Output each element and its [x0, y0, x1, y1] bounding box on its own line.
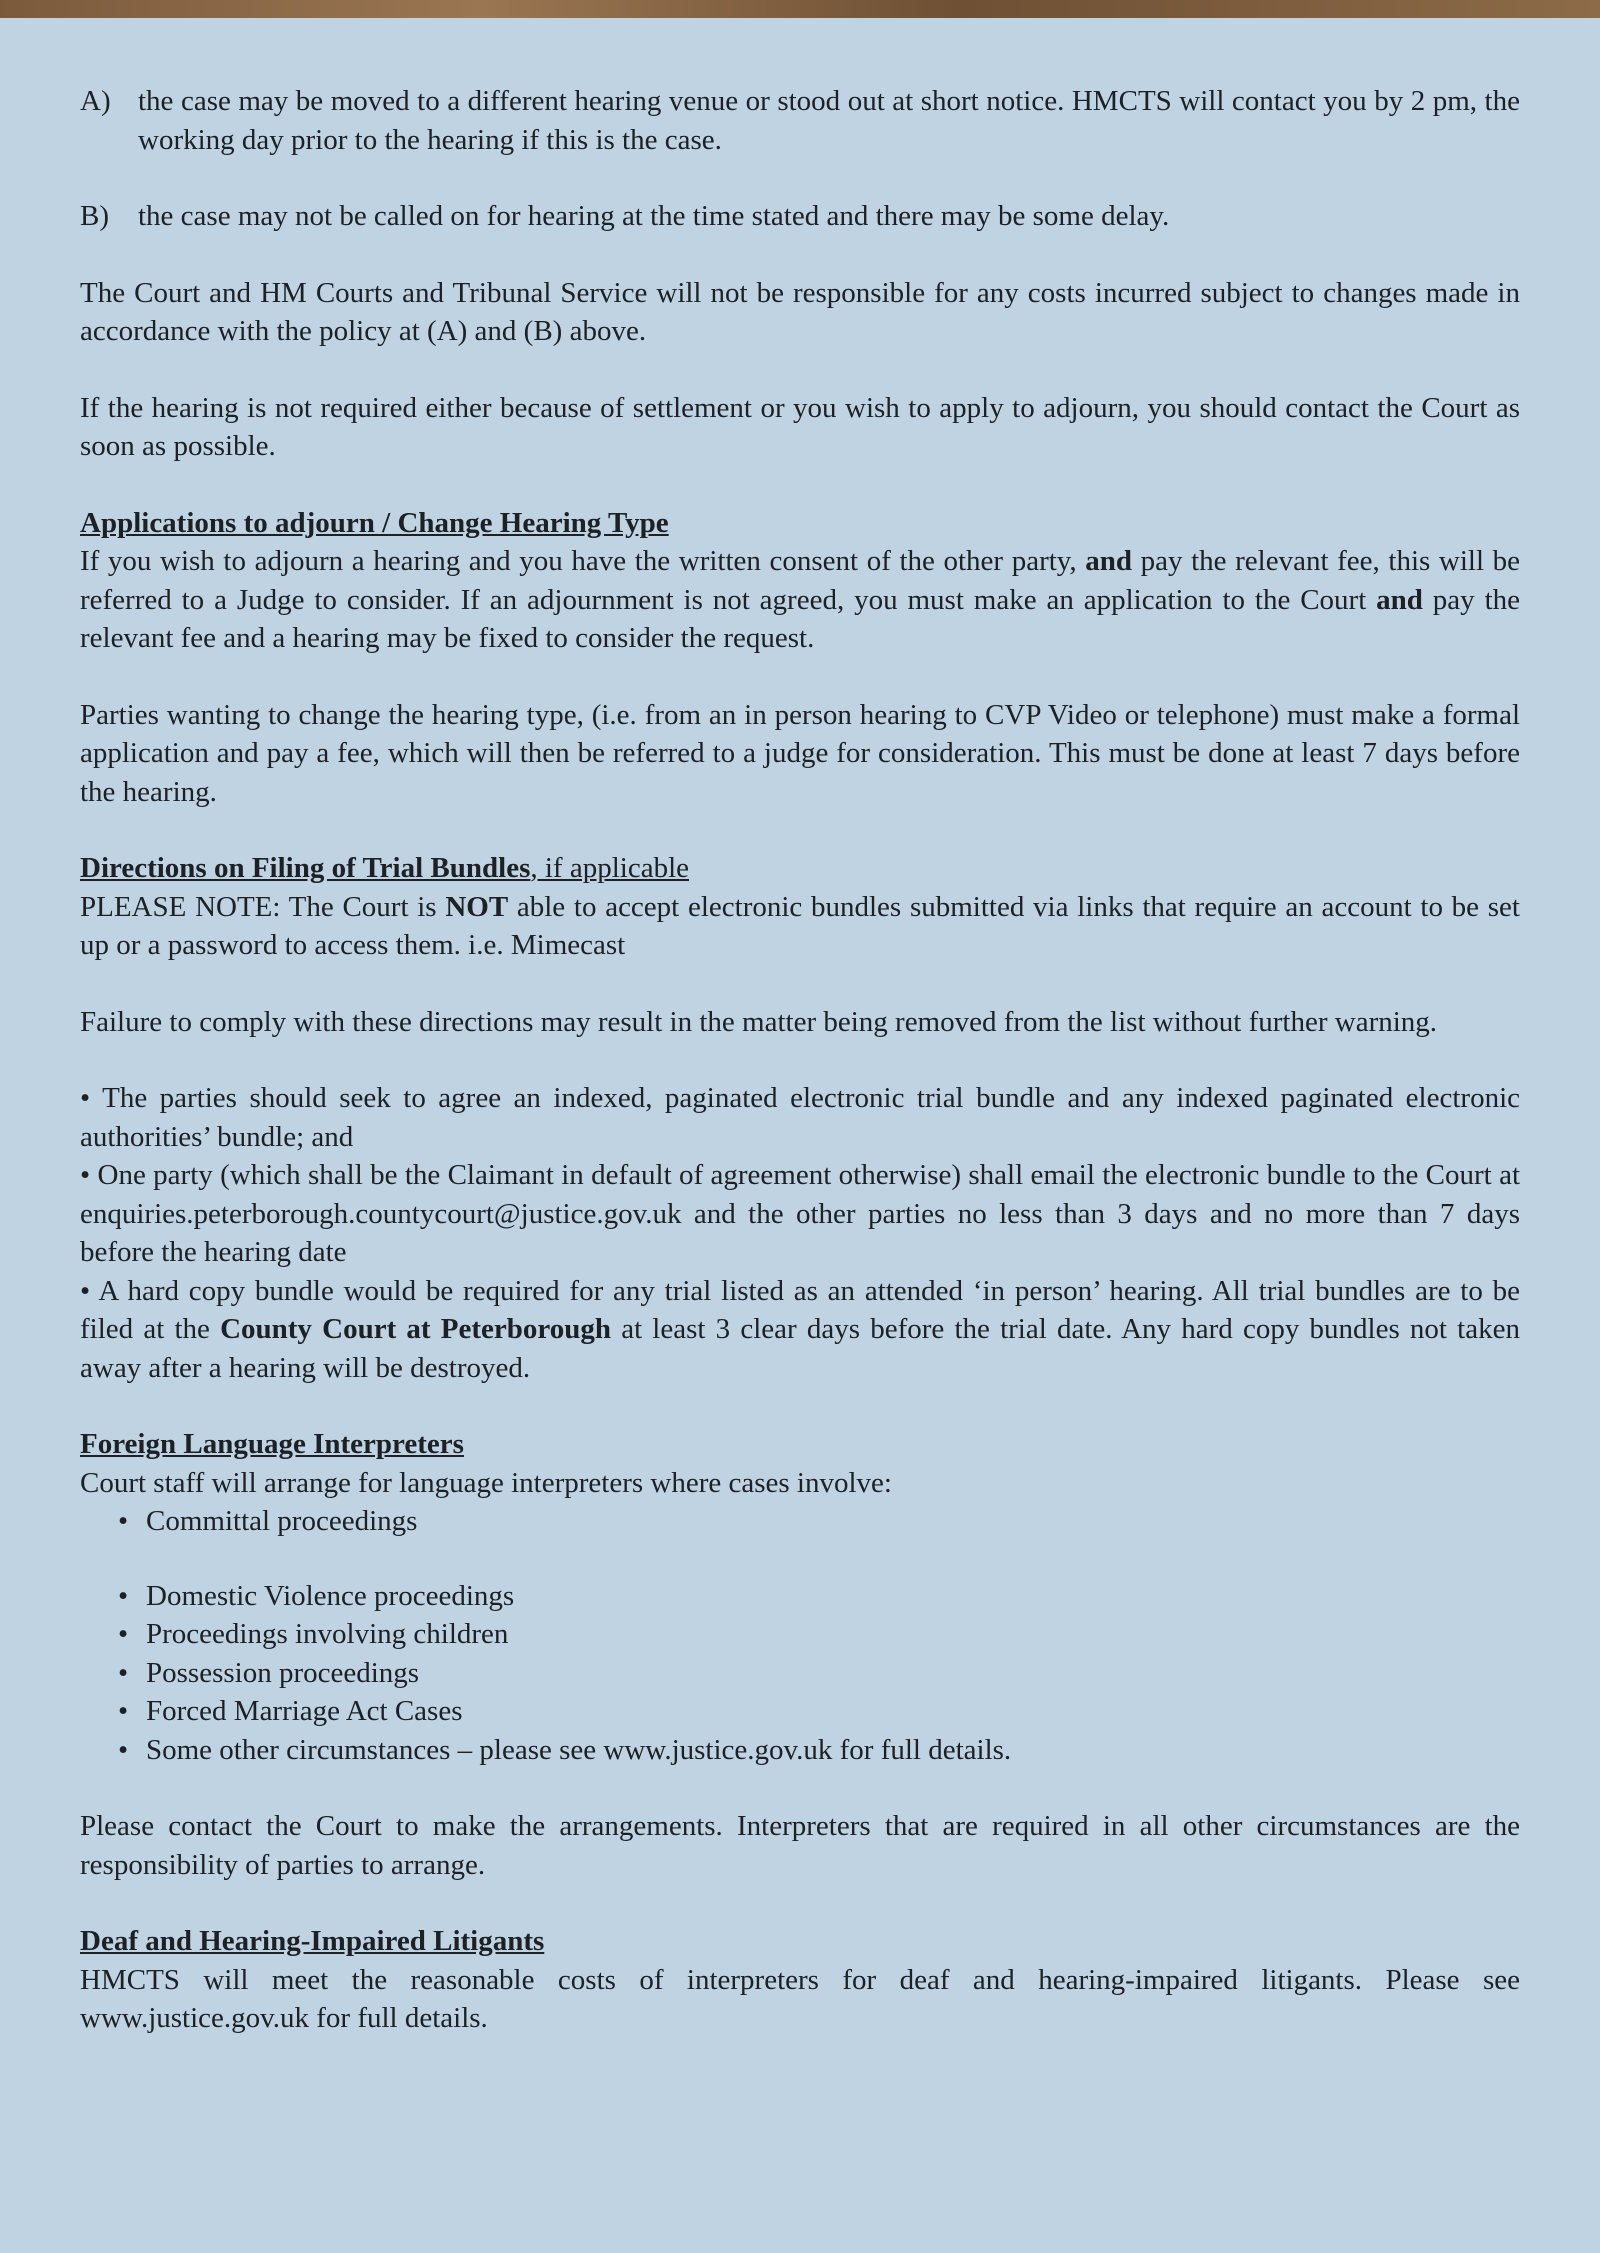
list-item: • Domestic Violence proceedings: [118, 1579, 515, 1612]
list-item: • Proceedings involving children: [118, 1618, 509, 1650]
bundles-note: PLEASE NOTE: The Court is NOT able to accept electronic bundles submitted via links that require an account to be set up or a password to access them. i.e. Mimecast: [80, 890, 1520, 961]
item-letter: B): [80, 200, 109, 232]
bundle-bullet-2: • One party (which shall be the Claimant in default of agreement otherwise) shall email the electronic bundle to the Court at enquiries.peterborough.countycourt@justice.gov.uk and the other parties no less than 3 days and no more than 7 days before the hearing date: [80, 1159, 1520, 1268]
interpreter-case-list: [80, 1502, 1520, 1541]
list-item: • Some other circumstances – please see www.justice.gov.uk for full details.: [118, 1733, 1012, 1766]
costs-paragraph: The Court and HM Courts and Tribunal Service will not be responsible for any costs incurred subject to changes made in accordance with the policy at (A) and (B) above.: [80, 276, 1520, 347]
deaf-paragraph: HMCTS will meet the reasonable costs of interpreters for deaf and hearing-impaired litigants. Please see www.justice.gov.uk for full details.: [80, 1963, 1520, 2034]
list-item: • Possession proceedings: [118, 1656, 420, 1689]
item-letter: A): [80, 85, 111, 117]
item-text: the case may be moved to a different hearing venue or stood out at short notice. HMCTS will contact you by 2 pm, the working day prior to the hearing if this is the case.: [138, 85, 1520, 156]
bundle-bullet-3: • A hard copy bundle would be required for any trial listed as an attended ‘in person’ hearing. All trial bundles are to be filed at the County Court at Peterborough at least 3 clear days before the trial date. Any hard copy bundles not taken away after a hearing will be destroyed.: [80, 1274, 1520, 1384]
deaf-heading: Deaf and Hearing-Impaired Litigants: [80, 1925, 545, 1957]
interpreters-intro: Court staff will arrange for language interpreters where cases involve:: [80, 1466, 892, 1499]
settlement-paragraph: If the hearing is not required either because of settlement or you wish to apply to adjourn, you should contact the Court as soon as possible.: [80, 391, 1520, 462]
document-page: [0, 18, 1600, 2253]
bundles-heading: Directions on Filing of Trial Bundles, if applicable: [80, 852, 689, 884]
failure-paragraph: Failure to comply with these directions may result in the matter being removed from the list without further warning.: [80, 1005, 1438, 1038]
interpreter-case-list-more: [80, 1577, 1520, 1770]
list-item: • Committal proceedings: [118, 1505, 418, 1537]
list-item: • Forced Marriage Act Cases: [118, 1695, 463, 1727]
interpreters-contact: Please contact the Court to make the arrangements. Interpreters that are required in all other circumstances are the responsibility of parties to arrange.: [80, 1810, 1520, 1881]
policy-item-b: [80, 197, 1520, 236]
adjourn-paragraph: If you wish to adjourn a hearing and you have the written consent of the other party, and pay the relevant fee, this will be referred to a Judge to consider. If an adjournment is not agreed, you must make an application to the Court and pay the relevant fee and a hearing may be fixed to consider the request.: [80, 545, 1520, 654]
policy-item-a: [80, 82, 1520, 159]
adjourn-heading: Applications to adjourn / Change Hearing Type: [80, 506, 669, 539]
bundle-bullet-1: • The parties should seek to agree an indexed, paginated electronic trial bundle and any indexed paginated electronic authorities’ bundle; and: [80, 1082, 1520, 1153]
item-text: the case may not be called on for hearing at the time stated and there may be some delay.: [138, 200, 1170, 232]
hearing-type-paragraph: Parties wanting to change the hearing type, (i.e. from an in person hearing to CVP Video or telephone) must make a formal application and pay a fee, which will then be referred to a judge for consideration. This must be done at least 7 days before the hearing.: [80, 698, 1520, 808]
interpreters-heading: Foreign Language Interpreters: [80, 1428, 464, 1460]
